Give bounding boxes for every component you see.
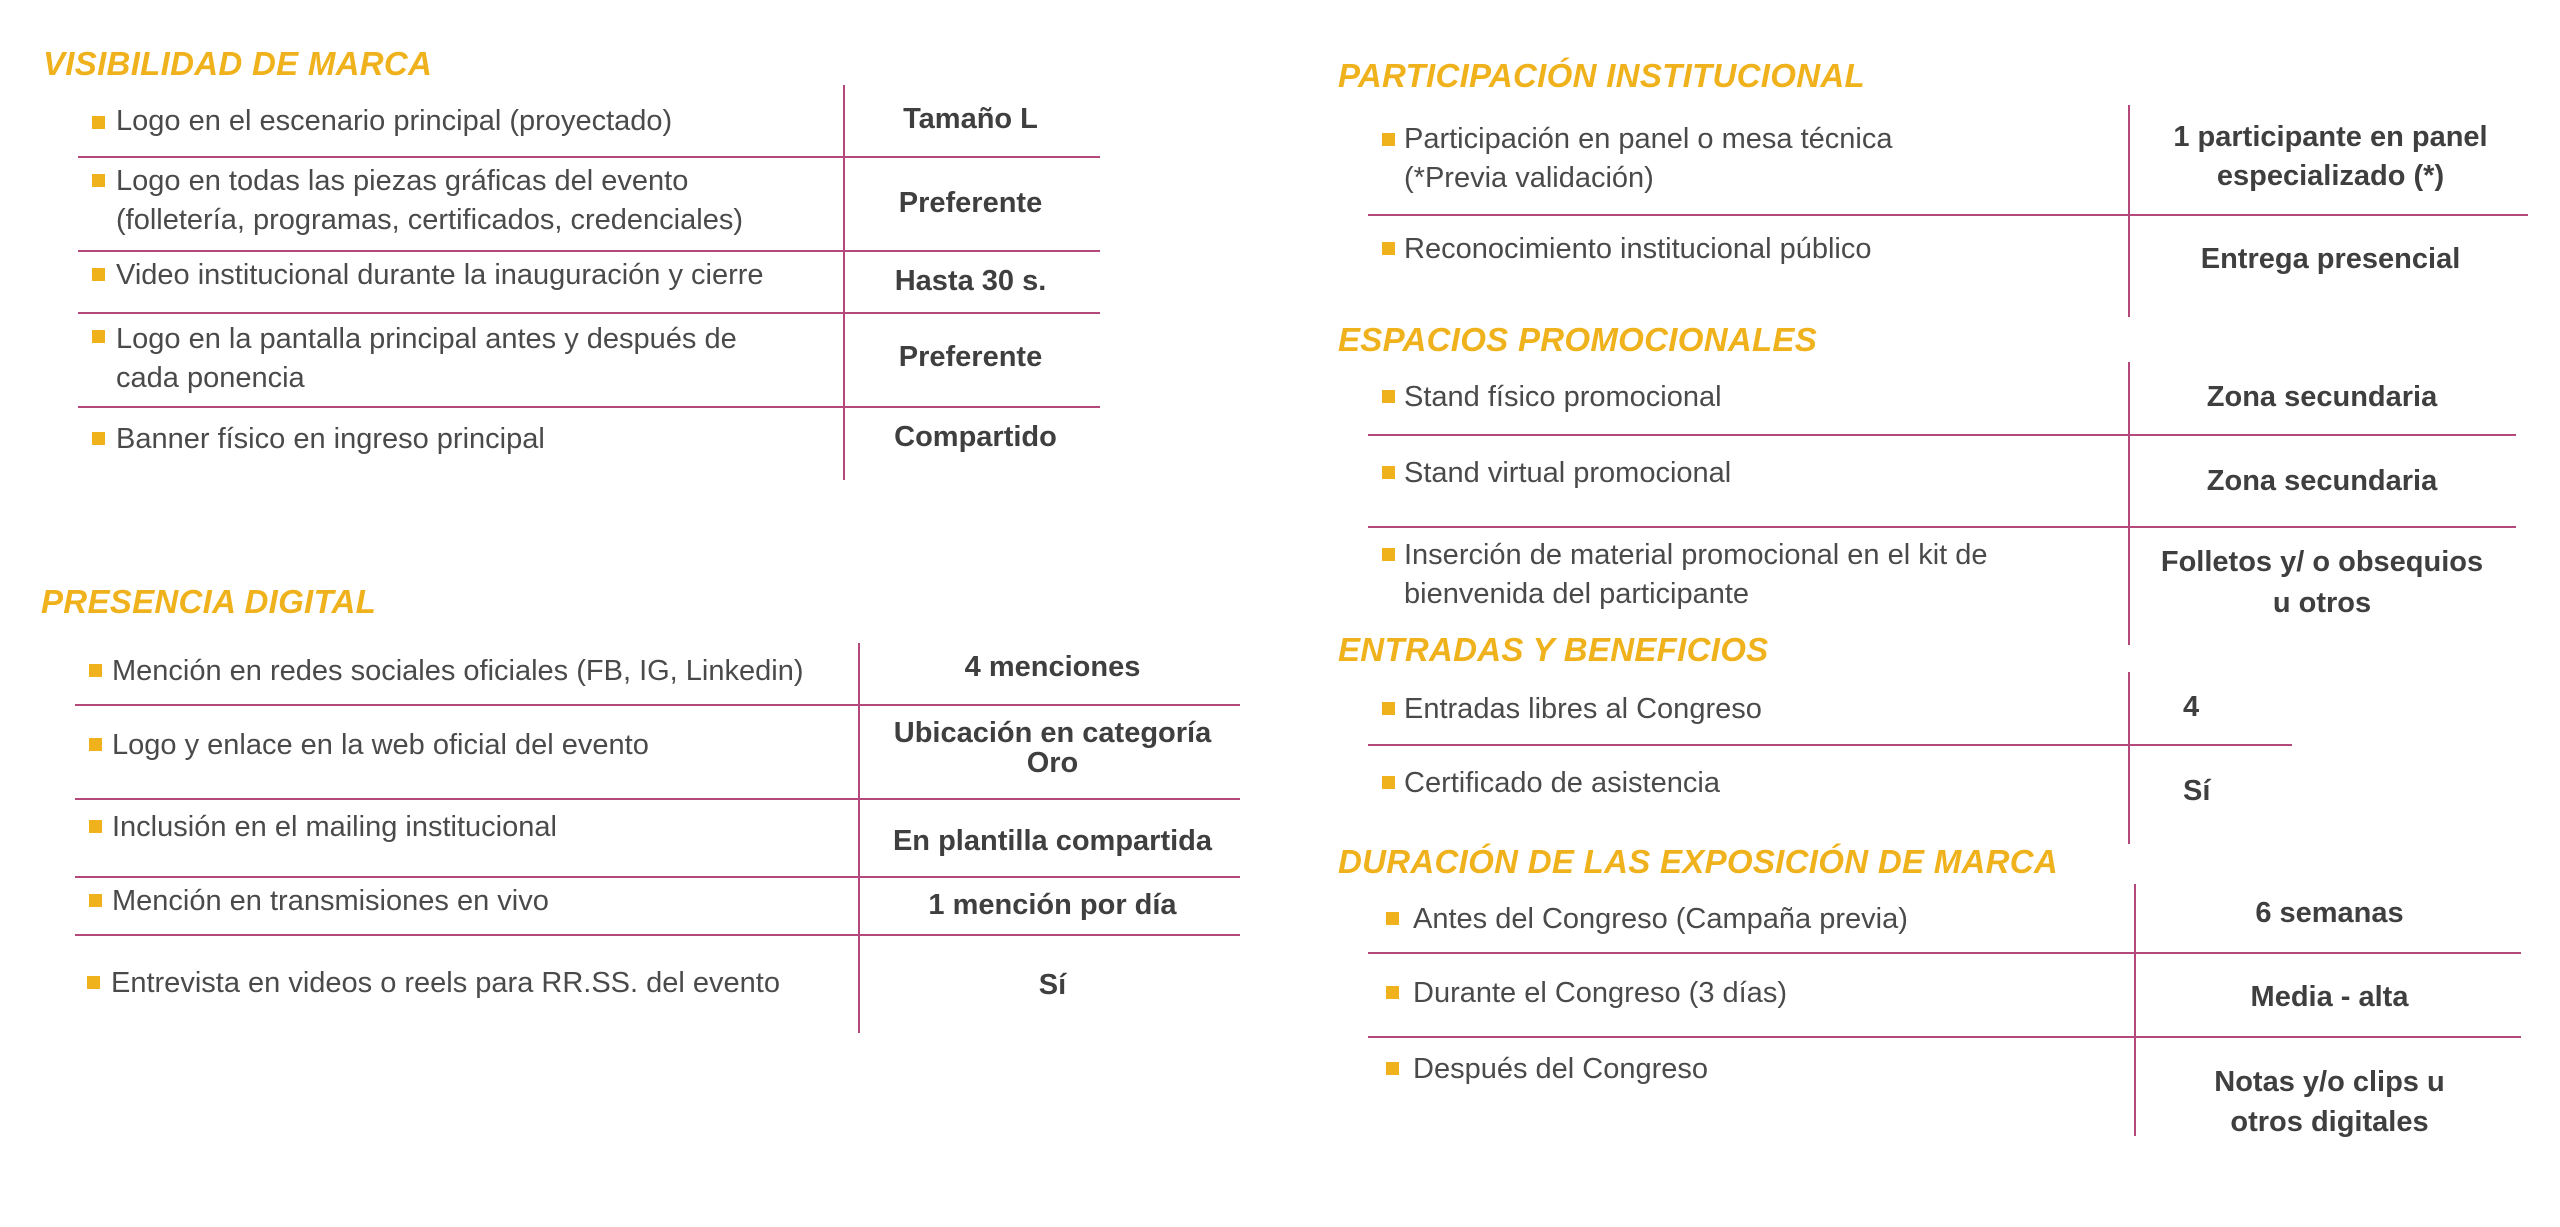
square-bullet-icon xyxy=(89,664,102,677)
row-description: Logo y enlace en la web oficial del evento xyxy=(112,729,649,761)
row-value: Preferente xyxy=(898,341,1043,373)
row-value: Media - alta xyxy=(2250,981,2409,1013)
table-row xyxy=(1368,890,2521,954)
table-row xyxy=(78,408,1100,480)
square-bullet-icon xyxy=(1386,986,1399,999)
row-value: Compartido xyxy=(894,421,1057,453)
table-row xyxy=(1368,216,2528,317)
row-description: Certificado de asistencia xyxy=(1404,767,1720,799)
square-bullet-icon xyxy=(1382,466,1395,479)
section-title: ESPACIOS PROMOCIONALES xyxy=(1338,321,1818,358)
square-bullet-icon xyxy=(1382,702,1395,715)
table-row xyxy=(78,100,1100,158)
row-description: Entradas libres al Congreso xyxy=(1404,693,1762,725)
row-value: Hasta 30 s. xyxy=(894,265,1047,297)
row-value: 6 semanas xyxy=(2255,897,2404,929)
square-bullet-icon xyxy=(89,820,102,833)
table-row xyxy=(75,648,1240,706)
row-value: Sí xyxy=(1038,969,1067,1001)
row-description: Inserción de material promocional en el kit de bienvenida del participante xyxy=(1404,539,1988,610)
table-row xyxy=(1368,110,2528,216)
row-value: Zona secundaria xyxy=(2206,465,2438,497)
row-value: Preferente xyxy=(898,187,1043,219)
square-bullet-icon xyxy=(92,432,105,445)
square-bullet-icon xyxy=(92,174,105,187)
table-row xyxy=(1368,436,2516,528)
row-value: 1 mención por día xyxy=(928,889,1177,921)
table-row xyxy=(1368,954,2521,1038)
row-description: Stand físico promocional xyxy=(1404,381,1722,413)
section-title: PARTICIPACIÓN INSTITUCIONAL xyxy=(1338,57,1865,94)
row-value: Notas y/o clips u otros digitales xyxy=(2214,1066,2445,1138)
row-value: Entrega presencial xyxy=(2200,243,2461,275)
square-bullet-icon xyxy=(1382,133,1395,146)
row-value: Sí xyxy=(2183,775,2211,807)
square-bullet-icon xyxy=(1386,912,1399,925)
row-value: Ubicación en categoría Oro xyxy=(893,717,1212,779)
row-description: Antes del Congreso (Campaña previa) xyxy=(1413,903,1908,935)
row-value: 4 menciones xyxy=(964,651,1141,683)
row-value: Folletos y/ o obsequios u otros xyxy=(2160,546,2484,619)
section-title: DURACIÓN DE LAS EXPOSICIÓN DE MARCA xyxy=(1338,843,2059,880)
row-value: 4 xyxy=(2183,691,2200,723)
square-bullet-icon xyxy=(87,976,100,989)
section-title: VISIBILIDAD DE MARCA xyxy=(43,45,433,82)
row-description: Durante el Congreso (3 días) xyxy=(1413,977,1787,1009)
row-description: Logo en el escenario principal (proyectado) xyxy=(116,105,673,137)
row-description: Banner físico en ingreso principal xyxy=(116,423,545,455)
row-description: Video institucional durante la inauguración y cierre xyxy=(116,259,764,291)
square-bullet-icon xyxy=(1382,390,1395,403)
row-value: Tamaño L xyxy=(903,103,1038,135)
row-description: Logo en todas las piezas gráficas del evento (folletería, programas, certificados, credenciales) xyxy=(116,165,743,236)
table-row xyxy=(75,706,1240,800)
table-row xyxy=(75,878,1240,936)
table-row xyxy=(78,158,1100,252)
row-value: En plantilla compartida xyxy=(892,825,1213,857)
table-row xyxy=(78,314,1100,408)
row-description: Reconocimiento institucional público xyxy=(1404,233,1872,265)
section-title: PRESENCIA DIGITAL xyxy=(41,583,377,620)
square-bullet-icon xyxy=(1382,548,1395,561)
row-description: Logo en la pantalla principal antes y después de cada ponencia xyxy=(116,323,737,394)
table-row xyxy=(75,936,1240,1033)
square-bullet-icon xyxy=(92,116,105,129)
square-bullet-icon xyxy=(89,894,102,907)
row-value: 1 participante en panel especializado (*) xyxy=(2173,121,2488,192)
square-bullet-icon xyxy=(1382,242,1395,255)
table-row xyxy=(1368,372,2516,436)
table-row xyxy=(1368,746,2292,844)
row-description: Inclusión en el mailing institucional xyxy=(112,811,557,843)
row-description: Stand virtual promocional xyxy=(1404,457,1732,489)
row-description: Entrevista en videos o reels para RR.SS. del evento xyxy=(111,967,780,999)
table-row xyxy=(1368,684,2292,746)
table-row xyxy=(1368,528,2516,645)
row-description: Mención en redes sociales oficiales (FB, IG, Linkedin) xyxy=(112,655,804,687)
section-title: ENTRADAS Y BENEFICIOS xyxy=(1338,631,1769,668)
table-row xyxy=(78,252,1100,314)
row-value: Zona secundaria xyxy=(2206,381,2438,413)
table-row xyxy=(1368,1038,2521,1136)
square-bullet-icon xyxy=(1386,1062,1399,1075)
row-description: Después del Congreso xyxy=(1413,1053,1709,1085)
square-bullet-icon xyxy=(89,738,102,751)
square-bullet-icon xyxy=(1382,776,1395,789)
row-description: Participación en panel o mesa técnica (*Previa validación) xyxy=(1404,123,1893,194)
square-bullet-icon xyxy=(92,330,105,343)
square-bullet-icon xyxy=(92,268,105,281)
table-row xyxy=(75,800,1240,878)
row-description: Mención en transmisiones en vivo xyxy=(112,885,549,917)
